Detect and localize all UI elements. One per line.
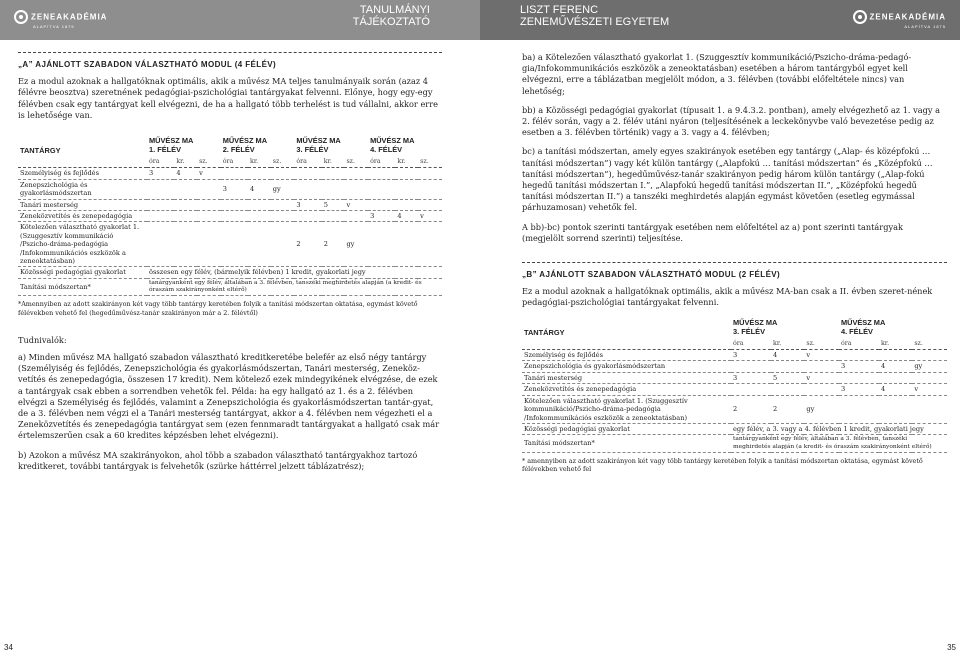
value-cell — [221, 211, 248, 222]
unit-label: kr. — [176, 158, 185, 166]
logo-name: ZENEAKADÉMIA — [869, 12, 946, 22]
unit-label: kr. — [250, 158, 259, 166]
value-cell: 4 — [395, 211, 418, 222]
value-cell: 4 — [174, 168, 197, 179]
value-cell: gy — [344, 222, 368, 267]
section-title-a: „A” AJÁNLOTT SZABADON VÁLASZTHATÓ MODUL (4 FÉLÉV) — [18, 52, 442, 70]
logo-sub: ALAPÍTVA 1875 — [904, 24, 946, 29]
value-cell: gy — [271, 179, 295, 199]
unit-label: sz. — [346, 158, 356, 166]
value-cell — [879, 395, 912, 423]
subject-cell: Zenepszichológia és gyakorlásmódszertan — [522, 361, 731, 372]
subject-cell: Személyiség és fejlődés — [522, 350, 731, 361]
value-cell — [839, 372, 879, 383]
note-cell: egy félév, a 3. vagy a 4. félévben 1 kredit, gyakorlati jegy — [731, 423, 947, 434]
value-cell: 3 — [368, 211, 395, 222]
value-cell: gy — [804, 395, 839, 423]
value-cell — [294, 211, 321, 222]
value-cell — [395, 179, 418, 199]
value-cell: 5 — [771, 372, 804, 383]
logo-right — [846, 8, 946, 29]
table-body — [18, 168, 442, 296]
unit-label: sz. — [420, 158, 429, 166]
value-cell — [804, 361, 839, 372]
value-cell — [344, 211, 368, 222]
value-cell: 3 — [731, 372, 771, 383]
value-cell — [839, 350, 879, 361]
table-row — [522, 361, 947, 372]
value-cell — [418, 199, 442, 210]
value-cell: 2 — [771, 395, 804, 423]
subject-cell: Zeneközvetítés és zenepedagógia — [522, 384, 731, 395]
value-cell — [147, 179, 174, 199]
value-cell — [197, 179, 221, 199]
unit-label: óra — [840, 339, 852, 347]
table-body — [522, 350, 947, 453]
page-number-right: 35 — [947, 643, 956, 652]
value-cell — [294, 168, 321, 179]
header-left-title — [353, 4, 430, 28]
tudnivalok-label: Tudnivalók: — [18, 334, 67, 345]
logo-name: ZENEAKADÉMIA — [31, 12, 108, 22]
value-cell — [912, 395, 947, 423]
subject-cell: Zeneközvetítés és zenepedagógia — [18, 211, 147, 222]
value-cell: 2 — [294, 222, 321, 267]
value-cell — [879, 372, 912, 383]
point-abbc: A bb)-bc) pontok szerinti tantárgyak esetében nem előfeltétel az a) pont szerinti tantárgyak (megjelölt sorrend szerinti) teljesítése. — [522, 221, 903, 243]
left-page — [18, 52, 442, 480]
value-cell — [221, 199, 248, 210]
unit-label: sz. — [914, 339, 923, 347]
unit-label: óra — [370, 158, 381, 166]
point-bb: bb) a Közösségi pedagógiai gyakorlat (típusait 1. a 9.4.3.2. pontban), amely elvégezhető az 1. vagy a 2. félév során, vagy a 2. félév utáni nyáron (teljesítésének a leckekönyvbe való bevezetése pedig az esetben a 3. félévben történik) vagy a 3. vagy a 4. félévben; — [522, 104, 940, 138]
intro-b: Ez a modul azoknak a hallgatóknak optimális, akik a művész MA-ban csak a II. évben szeret-nének pedagógiai-pszichológiai tantárgyakat felvenni. — [522, 286, 933, 308]
value-cell — [804, 384, 839, 395]
value-cell — [322, 168, 345, 179]
value-cell — [912, 350, 947, 361]
note-cell: összesen egy félév, (bármelyik félévben) 1 kredit, gyakorlati jegy — [147, 267, 442, 278]
value-cell — [147, 211, 174, 222]
header-right-title — [520, 4, 669, 28]
unit-label: kr. — [880, 339, 890, 347]
value-cell — [879, 350, 912, 361]
value-cell — [368, 222, 395, 267]
table-row — [18, 179, 442, 199]
value-cell — [395, 222, 418, 267]
value-cell — [731, 384, 771, 395]
value-cell — [912, 372, 947, 383]
table-row — [522, 423, 947, 434]
value-cell — [418, 222, 442, 267]
value-cell: 3 — [294, 199, 321, 210]
value-cell — [147, 199, 174, 210]
subject-cell: Tanári mesterség — [18, 199, 147, 210]
value-cell: 2 — [731, 395, 771, 423]
note-cell: tantárgyanként egy félév, általában a 3. félévben, tanszéki meghirdetés alapján (a kredit- és óraszám szakirányonként eltérő) — [731, 435, 947, 452]
value-cell — [418, 168, 442, 179]
module-b-table — [522, 317, 947, 453]
table-row — [522, 395, 947, 423]
value-cell: 4 — [879, 384, 912, 395]
value-cell: 5 — [322, 199, 345, 210]
value-cell: 4 — [771, 350, 804, 361]
value-cell — [368, 179, 395, 199]
table-subject-header: TANTÁRGY — [524, 327, 565, 337]
value-cell: 2 — [322, 222, 345, 267]
value-cell — [344, 168, 368, 179]
table-row — [18, 278, 442, 295]
value-cell: v — [804, 372, 839, 383]
unit-label: kr. — [397, 158, 406, 166]
value-cell — [271, 199, 295, 210]
value-cell — [731, 361, 771, 372]
value-cell — [174, 179, 197, 199]
value-cell — [174, 222, 197, 267]
subject-cell: Tanítási módszertan* — [18, 278, 147, 295]
semester-header: MŰVÉSZ MA 3. FÉLÉV — [296, 136, 341, 155]
value-cell — [771, 361, 804, 372]
value-cell — [197, 211, 221, 222]
value-cell — [174, 199, 197, 210]
section-title-b: „B” AJÁNLOTT SZABADON VÁLASZTHATÓ MODUL (2 FÉLÉV) — [522, 262, 947, 280]
value-cell: 3 — [839, 361, 879, 372]
unit-label: sz. — [272, 158, 282, 166]
subject-cell: Kötelezően választható gyakorlat 1. (Szuggesztív kommunikáció /Pszicho-dráma-pedagógia /Infokommunikációs eszközök a zeneoktatásban) — [18, 222, 147, 267]
semester-header: MŰVÉSZ MA 4. FÉLÉV — [370, 136, 415, 155]
unit-label: sz. — [806, 339, 815, 347]
subject-cell: Kötelezően választható gyakorlat 1. (Szuggesztív kommunikáció/Pszicho-dráma-pedagógia /Infokommunikációs eszközök a zeneoktatásban) — [522, 395, 731, 423]
table-subject-header: TANTÁRGY — [20, 146, 61, 156]
value-cell — [271, 168, 295, 179]
value-cell — [395, 168, 418, 179]
value-cell: gy — [912, 361, 947, 372]
table-footnote: *Amennyiben az adott szakirányon két vagy több tantárgy keretében folyik a tanítási módszertan oktatása, egymást követő félévekben vehető fel (hegedűművész-tanár szakirányon már a 2. félévtől) — [18, 300, 418, 317]
unit-label: óra — [222, 158, 234, 166]
table-row — [522, 372, 947, 383]
table-row — [18, 222, 442, 267]
point-a: a) Minden művész MA hallgató szabadon választható kreditkeretébe belefér az első négy tantárgy (Személyiség és fejlődés, Zenepszichológia és gyakorlásmódszertan, Tanári mesterség, Zeneköz-vetítés és zenepedagógia, összesen 17 kredit). Nem kötelező ezek mindegyikének elvégzése, de ezek a tantárgyak csak ebben a sorrendben vehetők fel. Példa: ha egy hallgató az 1. és a 2. félévben elvégzi a Személyiség és fejlődés, valamint a Zenepszichológia és gyakorlásmódszertan tantár-gyat, de a 3. félévben nem végzi el a Tanári mesterség tantárgyat, akkor a 4. félévben nem végezheti el a Zeneközvetítés és zenepedagógia tantárgyat sem (ezen fennmaradt tantárgyakat a hallgató csak már értelemszerűen csak a 60 kredites képzésben lehet elvégezni). — [18, 351, 440, 441]
zeneakademia-logo-icon — [853, 10, 867, 24]
value-cell — [322, 179, 345, 199]
subject-cell: Közösségi pedagógiai gyakorlat — [522, 423, 731, 434]
value-cell — [197, 222, 221, 267]
table-row — [18, 267, 442, 278]
value-cell: 3 — [731, 350, 771, 361]
value-cell — [368, 199, 395, 210]
subject-cell: Közösségi pedagógiai gyakorlat — [18, 267, 147, 278]
value-cell — [771, 384, 804, 395]
table-row — [522, 350, 947, 361]
value-cell: v — [344, 199, 368, 210]
table-footnote: * amennyiben az adott szakirányon két vagy több tantárgy keretében folyik a tanítási módszertan oktatása, egymást követő félévekben vehető fel — [522, 456, 923, 473]
point-ba: ba) a Kötelezően választható gyakorlat 1. (Szuggesztív kommunikáció/Pszicho-dráma-pedagó-gia/Infokommunikációs eszközök a zeneoktatásban) esetében a három tantárgyból egyet kell elvégezni, erre a táblázatban megjelölt módon, a 3. félévben (további előfeltétele nincs) van lehetőség; — [522, 52, 912, 96]
unit-label: sz. — [199, 158, 208, 166]
semester-header: MŰVÉSZ MA 4. FÉLÉV — [840, 317, 886, 336]
value-cell — [197, 199, 221, 210]
unit-label: óra — [296, 158, 307, 166]
note-cell: tanárgyanként egy félév, általában a 3. félévben, tanszéki meghirdetés alapján (a kredit- és óraszám szakirányonként eltérő) — [147, 278, 442, 295]
value-cell: 4 — [879, 361, 912, 372]
semester-header: MŰVÉSZ MA 2. FÉLÉV — [222, 136, 268, 155]
right-page — [522, 52, 947, 473]
logo-sub: ALAPÍTVA 1875 — [33, 24, 75, 29]
unit-label: kr. — [323, 158, 332, 166]
unit-label: óra — [149, 158, 160, 166]
page-header — [0, 0, 960, 40]
value-cell — [839, 395, 879, 423]
unit-label: kr. — [773, 339, 782, 347]
value-cell — [418, 179, 442, 199]
value-cell — [248, 199, 271, 210]
zeneakademia-logo-icon — [14, 10, 28, 24]
table-row — [18, 211, 442, 222]
value-cell — [248, 222, 271, 267]
value-cell: 3 — [147, 168, 174, 179]
point-bc: bc) a tanítási módszertan, amely egyes szakirányok esetében egy tantárgy („Alap- és középfokú … tanítási módszertan”) vagy két külön tantárgy („Alapfokú … tanítási módszertan” és „Középfokú … tanítási módszertan”), hegedűművész-tanár szakirányon pedig három külön tantárgy („Alap-fokú hegedű tanítási módszertan I.”, „Alapfokú hegedű tanítási módszertan II.”, „Középfokú hegedű tanítási módszertan II.”) a tanszéki meghirdetés alapján egymást követően (esetleg egymással párhuzamosan) vehetők fel. — [522, 146, 933, 213]
table-row — [522, 384, 947, 395]
value-cell — [221, 222, 248, 267]
value-cell — [344, 179, 368, 199]
value-cell: v — [197, 168, 221, 179]
point-b: b) Azokon a művész MA szakirányokon, ahol több a szabadon választható tantárgyakhoz tartozó kreditkeret, további tantárgyak is felvehetők (szürke háttérrel jelzett táblázatrész); — [18, 449, 418, 471]
header-left-title-line2: TÁJÉKOZTATÓ — [352, 16, 430, 28]
subject-cell: Tanítási módszertan* — [522, 435, 731, 452]
value-cell — [248, 211, 271, 222]
value-cell: 3 — [839, 384, 879, 395]
subject-cell: Személyiség és fejlődés — [18, 168, 147, 179]
module-a-table — [18, 135, 442, 296]
value-cell — [395, 199, 418, 210]
value-cell — [147, 222, 174, 267]
table-row — [18, 168, 442, 179]
header-right-title-line1: LISZT FERENC — [520, 4, 599, 16]
value-cell — [221, 168, 248, 179]
value-cell — [174, 211, 197, 222]
table-row — [18, 199, 442, 210]
subject-cell: Zenepszichológia és gyakorlásmódszertan — [18, 179, 147, 199]
table-row — [522, 435, 947, 452]
logo-left — [14, 8, 114, 29]
value-cell — [271, 211, 295, 222]
subject-cell: Tanári mesterség — [522, 372, 731, 383]
value-cell: 4 — [248, 179, 271, 199]
value-cell: v — [418, 211, 442, 222]
value-cell — [368, 168, 395, 179]
page-number-left: 34 — [4, 643, 13, 652]
semester-header: MŰVÉSZ MA 3. FÉLÉV — [733, 317, 778, 336]
value-cell — [322, 211, 345, 222]
value-cell: v — [912, 384, 947, 395]
value-cell — [271, 222, 295, 267]
unit-label: óra — [733, 339, 744, 347]
value-cell — [248, 168, 271, 179]
value-cell: 3 — [221, 179, 248, 199]
intro-a: Ez a modul azoknak a hallgatóknak optimális, akik a művész MA teljes tanulmányaik során (azaz 4 félévre beosztva) szeretnének pedagógiai-pszichológiai tantárgyakat felvenni. Előnye, hogy egy-egy félévben csak egy tantárgyat kell elvégezni, de ha a hallgató több terhelést is tud vállalni, akkor erre is lehetősége van. — [18, 76, 438, 120]
semester-header: MŰVÉSZ MA 1. FÉLÉV — [149, 136, 194, 155]
header-right-title-line2: ZENEMŰVÉSZETI EGYETEM — [520, 16, 670, 28]
header-left-title-line1: TANULMÁNYI — [359, 4, 430, 16]
value-cell — [294, 179, 321, 199]
value-cell: v — [804, 350, 839, 361]
